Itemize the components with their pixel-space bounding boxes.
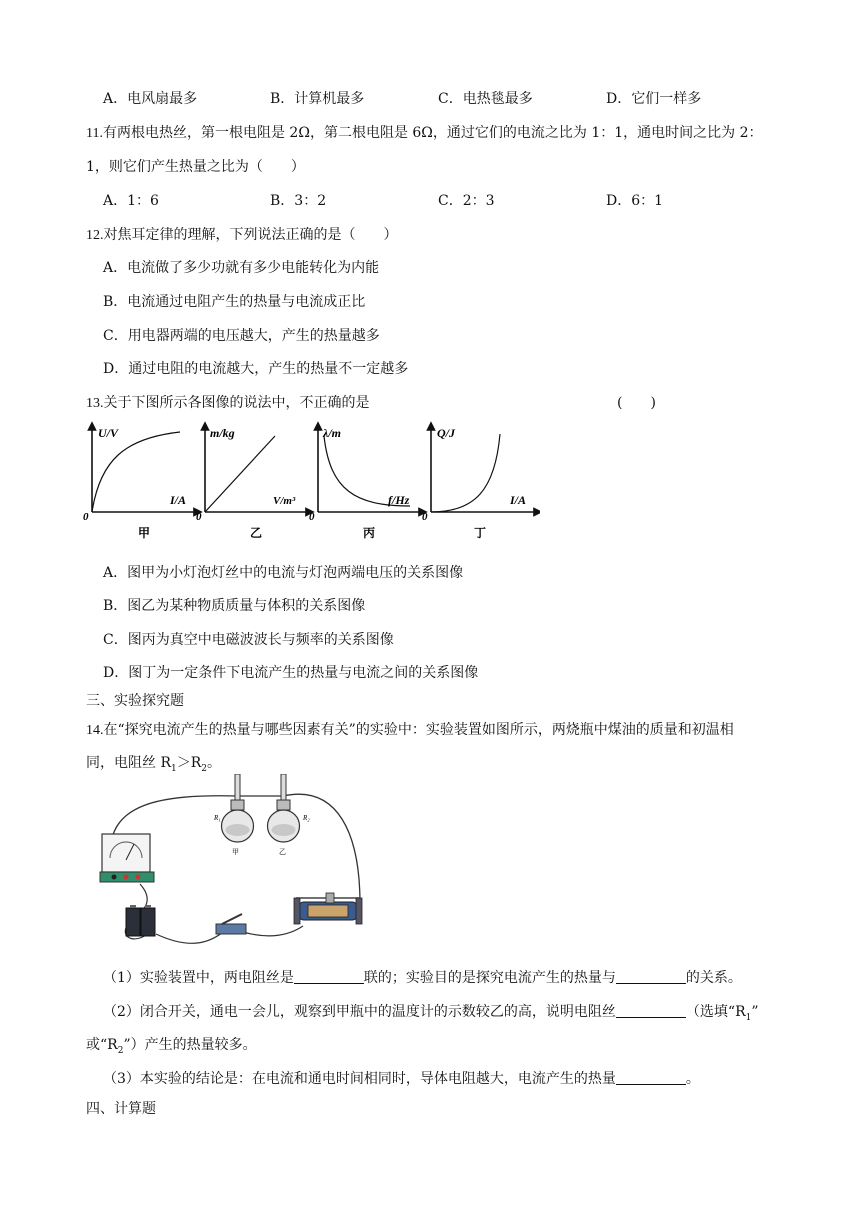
q11-option-d: D．6：1 [606,193,664,209]
q14-part1-blank2[interactable] [616,969,686,984]
q10-option-c: C．电热毯最多 [438,91,533,107]
q13-option-b: B．图乙为某种物质质量与体积的关系图像 [103,598,366,614]
graph-jia-caption: 甲 [138,526,151,540]
q14-part3-text-b: 。 [685,1071,700,1087]
section-3-heading: 三、实验探究题 [86,693,184,709]
graph-bing [309,426,423,540]
q13-option-a: A．图甲为小灯泡灯丝中的电流与灯泡两端电压的关系图像 [103,565,464,581]
q14-part3-text-a: （3）本实验的结论是：在电流和通电时间相同时，导体电阻越大，电流产生的热量 [103,1071,616,1087]
q11-stem-line2: 1，则它们产生热量之比为（ ） [86,159,305,175]
rheostat [294,893,362,924]
q14-part1-text-c: 的关系。 [685,970,742,986]
q12-option-a: A．电流做了多少功就有多少电能转化为内能 [103,260,380,276]
graph-ding-xlabel: I/A [510,493,527,507]
ammeter [100,834,154,882]
graph-jia-ylabel: U/V [98,426,119,440]
q14-part1-blank1[interactable] [294,969,364,984]
graph-jia-curve [92,432,180,512]
q13-stem [86,393,370,414]
q14-part1 [103,968,742,988]
q14-part1-text-a: （1）实验装置中，两电阻丝是 [103,970,294,986]
q10-option-a: A．电风扇最多 [103,91,198,107]
wire-switch-to-rheostat [243,926,303,936]
q14-part2-text-b: （选填“R [685,1004,746,1020]
q11-number: 11. [86,126,103,141]
q12-number: 12. [86,228,104,243]
q11-option-b: B．3：2 [270,193,327,209]
q14-part2-line2-a: 或“R [86,1037,118,1053]
q12-option-b: B．电流通过电阻产生的热量与电流成正比 [103,294,366,310]
graph-jia [83,426,198,540]
battery [126,905,155,936]
switch [216,914,246,934]
q11-stem-line1: 有两根电热丝，第一根电阻是 2Ω，第二根电阻是 6Ω，通过它们的电流之比为 1：1，通电时间之比为 2： [102,125,763,141]
graph-ding [422,426,538,540]
graph-yi-ylabel: m/kg [210,426,235,440]
graph-ding-curve [431,434,500,512]
flask-yi [268,774,311,856]
graph-ding-caption: 丁 [474,526,487,540]
q13-stem-text: 关于下图所示各图像的说法中，不正确的是 [103,395,370,411]
q14-part1-text-b: 联的；实验目的是探究电流产生的热量与 [363,970,616,986]
q14-part2-text-c: ” [751,1004,759,1020]
graph-yi [196,426,310,540]
graph-jia-xlabel: I/A [170,493,187,507]
q13-option-c: C．图丙为真空中电磁波波长与频率的关系图像 [103,632,394,648]
q13-graphs-figure [80,420,540,542]
q13-option-d: D．图丁为一定条件下电流产生的热量与电流之间的关系图像 [103,665,479,681]
q14-part3-blank[interactable] [616,1070,686,1085]
q11-stem [86,123,763,144]
q14-number: 14. [86,723,104,738]
q14-r2-subscript: 2 [201,763,208,774]
q14-part2-r2-subscript: 2 [117,1045,124,1056]
q14-stem-line2-post: 。 [207,755,222,771]
q13-number: 13. [86,396,104,411]
q14-part2-line2 [86,1035,257,1061]
graph-yi-line [205,436,275,512]
graph-ding-ylabel: Q/J [437,426,455,440]
q14-part2-blank[interactable] [616,1003,686,1018]
q14-r1-subscript: 1 [171,763,177,774]
graph-bing-origin: 0 [309,511,315,523]
flask-yi-caption: 乙 [279,848,286,856]
graph-yi-xlabel: V/m³ [273,495,296,507]
q13-bracket: ( ) [617,395,656,411]
graph-yi-origin: 0 [196,511,202,523]
q14-apparatus-figure [98,774,368,954]
q14-part2-text-a: （2）闭合开关，通电一会儿，观察到甲瓶中的温度计的示数较乙的高，说明电阻丝 [103,1004,616,1020]
q14-part3 [103,1069,700,1089]
q14-stem-line2-mid: ＞R [176,755,202,771]
q12-stem-text: 对焦耳定律的理解，下列说法正确的是（ ） [103,227,398,243]
q11-option-c: C．2：3 [438,193,495,209]
graph-bing-xlabel: f/Hz [388,493,410,507]
q14-stem [86,720,734,741]
q14-part2-r1-subscript: 1 [745,1012,752,1023]
graph-jia-origin: 0 [83,511,89,523]
graph-yi-caption: 乙 [250,526,263,540]
flask-jia [213,774,254,856]
q14-part2-line2-b: ”）产生的热量较多。 [123,1037,257,1053]
flask-jia-r-label: R₁ [214,814,221,822]
graph-bing-caption: 丙 [363,526,376,540]
wire-battery-to-switch [156,932,223,943]
graph-bing-ylabel: λ/m [323,426,341,440]
graph-ding-origin: 0 [422,511,428,523]
q12-stem [86,225,398,246]
q12-option-c: C．用电器两端的电压越大，产生的热量越多 [103,328,380,344]
wire-flask-to-rheostat [283,794,360,904]
q12-option-d: D．通过电阻的电流越大，产生的热量不一定越多 [103,361,409,377]
q14-stem-line2-pre: 同，电阻丝 R [86,755,171,771]
q11-option-a: A．1：6 [103,193,159,209]
flask-yi-r-label: R₂ [303,814,310,822]
q14-part2 [103,1002,759,1028]
section-4-heading: 四、计算题 [86,1101,156,1117]
q10-option-d: D．它们一样多 [606,91,702,107]
flask-jia-caption: 甲 [232,848,239,856]
q14-stem-line1: 在“探究电流产生的热量与哪些因素有关”的实验中：实验装置如图所示，两烧瓶中煤油的质量和初温相 [103,722,734,738]
q10-option-b: B．计算机最多 [270,91,365,107]
